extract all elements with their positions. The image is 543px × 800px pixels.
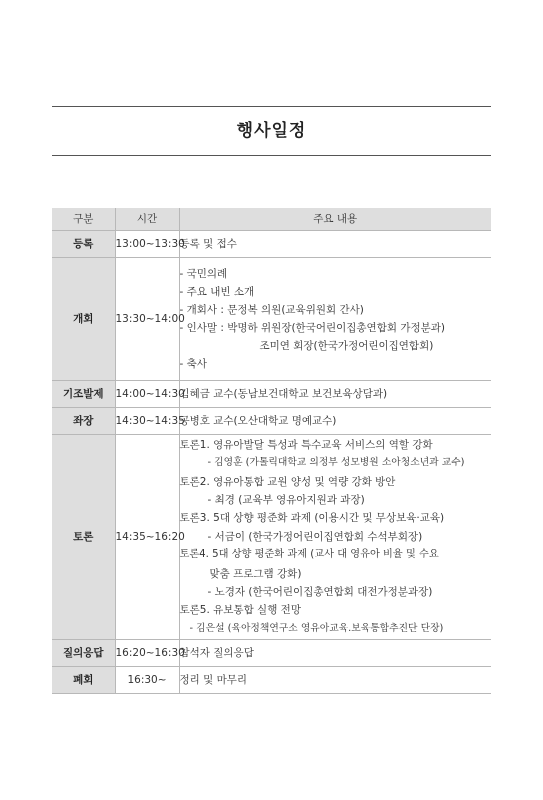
- content-line: 공병호 교수(오산대학교 명예교수): [179, 414, 337, 427]
- row-category: 질의응답: [52, 640, 115, 667]
- row-content: [179, 640, 491, 667]
- content-line: 맞춤 프로그램 강화): [209, 567, 302, 580]
- table-header-row: [52, 208, 491, 231]
- content-line: - 서금이 (한국가정어린이집연합회 수석부회장): [207, 530, 423, 543]
- content-line: 조미연 회장(한국가정어린이집연합회): [259, 340, 434, 352]
- bottom-rule: [52, 155, 491, 156]
- table-row: [52, 381, 491, 408]
- row-time: 16:20~16:30: [115, 640, 179, 667]
- row-time: 13:00~13:30: [115, 231, 179, 258]
- row-time: 16:30~: [115, 667, 179, 694]
- header-category: 구분: [52, 208, 115, 231]
- row-category: 토론: [52, 435, 115, 640]
- table-row: [52, 640, 491, 667]
- row-category: 개회: [52, 258, 115, 381]
- row-category: 좌장: [52, 408, 115, 435]
- top-rule: [52, 106, 491, 107]
- content-line: - 최경 (교육부 영유아지원과 과장): [207, 493, 365, 506]
- row-time: 14:35~16:20: [115, 435, 179, 640]
- row-content: [179, 667, 491, 694]
- row-time: 13:30~14:00: [115, 258, 179, 381]
- row-category: 기조발제: [52, 381, 115, 408]
- content-line: 정리 및 마무리: [179, 673, 248, 686]
- content-line: 토론1. 영유아발달 특성과 특수교육 서비스의 역할 강화: [179, 438, 433, 451]
- table-row: [52, 435, 491, 640]
- schedule-table: [52, 208, 491, 694]
- content-line: - 김영훈 (가톨릭대학교 의정부 성모병원 소아청소년과 교수): [207, 457, 465, 469]
- content-line: - 축사: [179, 358, 207, 370]
- header-content: 주요 내용: [179, 208, 491, 231]
- row-content: [179, 381, 491, 408]
- content-line: - 국민의례: [179, 268, 228, 280]
- content-line: - 개회사 : 문정복 의원(교육위원회 간사): [179, 304, 364, 316]
- content-line: - 노경자 (한국어린이집총연합회 대전가정분과장): [207, 586, 433, 599]
- row-content: [179, 258, 491, 381]
- content-line: 등록 및 접수: [179, 237, 237, 250]
- table-row: [52, 258, 491, 381]
- content-line: 토론4. 5대 상향 평준화 과제 (교사 대 영유아 비율 및 수요: [179, 549, 439, 561]
- content-line: - 인사말 : 박명하 위원장(한국어린이집총연합회 가정분과): [179, 322, 445, 334]
- row-time: 14:30~14:35: [115, 408, 179, 435]
- table-row: [52, 667, 491, 694]
- content-line: 토론3. 5대 상향 평준화 과제 (이용시간 및 무상보육·교육): [179, 512, 445, 525]
- content-line: - 주요 내빈 소개: [179, 286, 255, 298]
- row-content: [179, 408, 491, 435]
- page-title: 행사일정: [236, 121, 307, 141]
- row-content: [179, 231, 491, 258]
- row-time: 14:00~14:30: [115, 381, 179, 408]
- row-content: [179, 435, 491, 640]
- table-row: [52, 231, 491, 258]
- content-line: - 김은설 (육아정책연구소 영유아교육.보육통합추진단 단장): [189, 622, 444, 634]
- content-line: 토론2. 영유아통합 교원 양성 및 역량 강화 방안: [179, 475, 396, 488]
- content-line: 참석자 질의응답: [179, 646, 254, 659]
- row-category: 등록: [52, 231, 115, 258]
- row-category: 폐회: [52, 667, 115, 694]
- content-line: 김혜금 교수(동남보건대학교 보건보육상담과): [179, 387, 388, 400]
- table-row: [52, 408, 491, 435]
- content-line: 토론5. 유보통합 실행 전망: [179, 604, 301, 617]
- header-time: 시간: [115, 208, 179, 231]
